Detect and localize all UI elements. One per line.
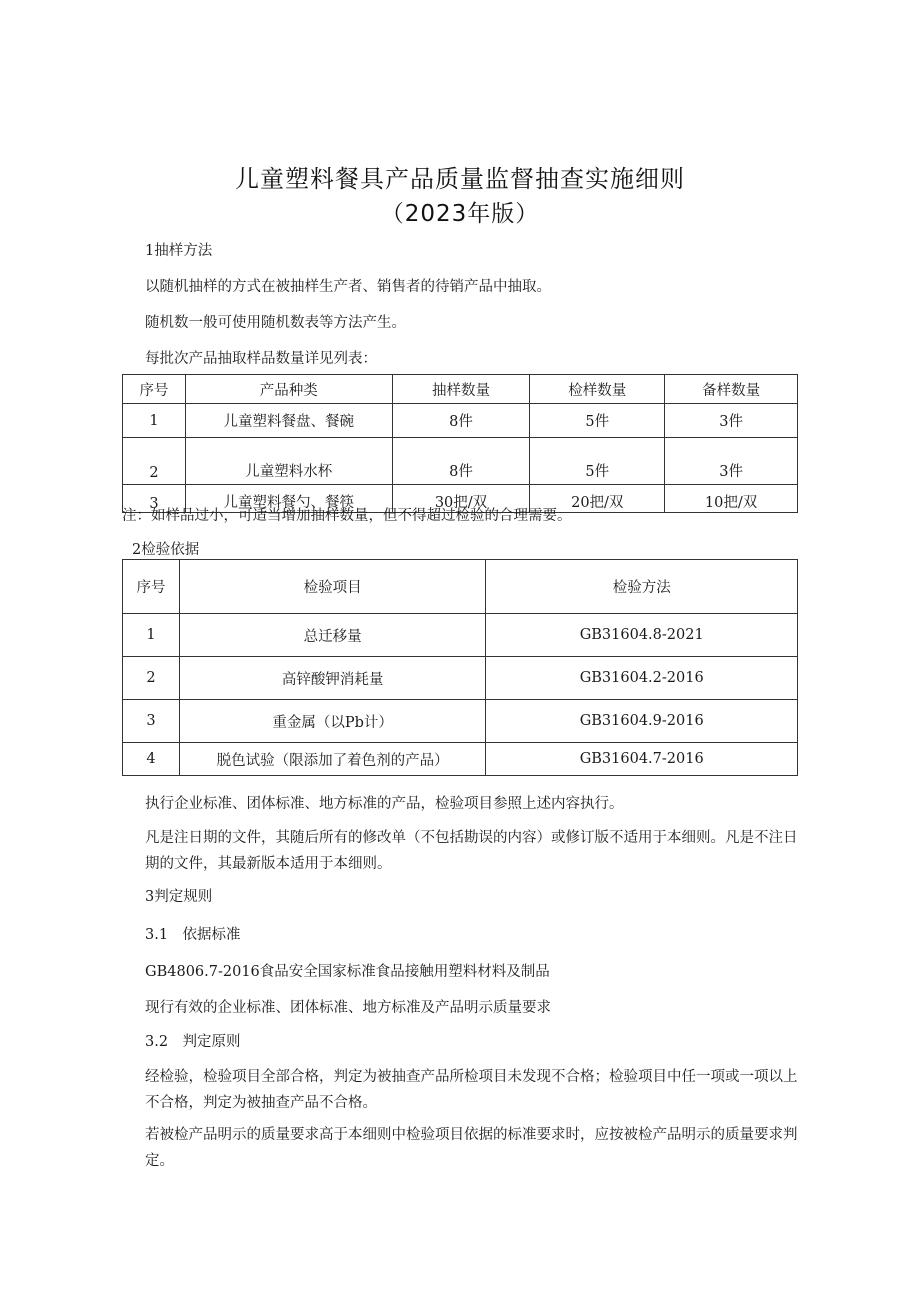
table-row: [123, 438, 798, 485]
table-row: [123, 404, 798, 438]
table-cell: GB31604.9-2016: [486, 700, 798, 743]
header-cell: 序号: [123, 375, 186, 404]
table-row: [123, 614, 798, 657]
table-row: [123, 743, 798, 776]
sampling-note: 注：如样品过小，可适当增加抽样数量，但不得超过检验的合理需要。: [122, 508, 572, 524]
table-cell: 重金属（以Pb计）: [179, 700, 485, 743]
section-3-2-heading: 3.2 判定原则: [145, 1034, 241, 1050]
section-2-para-1: 执行企业标准、团体标准、地方标准的产品，检验项目参照上述内容执行。: [145, 796, 624, 812]
header-cell: 序号: [123, 560, 180, 614]
inspection-table: [122, 559, 798, 776]
section-3-2-para-1: 经检验，检验项目全部合格，判定为被抽查产品所检项目未发现不合格；检验项目中任一项或一项以上不合格，判定为被抽查产品不合格。: [145, 1069, 798, 1111]
sampling-table: [122, 374, 798, 513]
table-cell: 3: [123, 485, 186, 513]
header-cell: 检验项目: [179, 560, 485, 614]
section-1-para-2: 随机数一般可使用随机数表等方法产生。: [145, 315, 406, 331]
section-3-1-heading: 3.1 依据标准: [145, 927, 241, 943]
table-cell: 2: [123, 657, 180, 700]
header-cell: 检样数量: [530, 375, 665, 404]
table-cell: 1: [123, 614, 180, 657]
header-cell: 抽样数量: [392, 375, 530, 404]
table-header-row: [123, 560, 798, 614]
table-row: [123, 700, 798, 743]
table-cell: 5件: [530, 404, 665, 438]
table-cell: 3: [123, 700, 180, 743]
table-cell: 脱色试验（限添加了着色剂的产品）: [179, 743, 485, 776]
table-cell: 1: [123, 404, 186, 438]
document-title: 儿童塑料餐具产品质量监督抽查实施细则: [235, 165, 685, 193]
table-cell: 8件: [392, 404, 530, 438]
table-cell: 10把/双: [665, 485, 798, 513]
section-2-heading: 2检验依据: [132, 542, 200, 558]
section-1-para-1: 以随机抽样的方式在被抽样生产者、销售者的待销产品中抽取。: [145, 279, 551, 295]
section-3-1-para-1: GB4806.7-2016食品安全国家标准食品接触用塑料材料及制品: [145, 964, 550, 980]
section-1-para-3: 每批次产品抽取样品数量详见列表：: [145, 351, 377, 367]
header-cell: 检验方法: [486, 560, 798, 614]
header-cell: 备样数量: [665, 375, 798, 404]
table-cell: 2: [123, 438, 186, 485]
header-cell: 产品种类: [185, 375, 392, 404]
table-cell: 20把/双: [530, 485, 665, 513]
document-subtitle: （2023年版）: [380, 201, 540, 227]
table-cell: GB31604.7-2016: [486, 743, 798, 776]
table-cell: GB31604.2-2016: [486, 657, 798, 700]
table-cell: 儿童塑料餐盘、餐碗: [185, 404, 392, 438]
table-cell: 3件: [665, 438, 798, 485]
section-3-1-para-2: 现行有效的企业标准、团体标准、地方标准及产品明示质量要求: [145, 1000, 551, 1016]
table-cell: 3件: [665, 404, 798, 438]
table-cell: 儿童塑料餐勺、餐筷: [185, 485, 392, 513]
table-row: [123, 657, 798, 700]
table-cell: 儿童塑料水杯: [185, 438, 392, 485]
section-3-heading: 3判定规则: [145, 889, 213, 905]
table-cell: 高锌酸钾消耗量: [179, 657, 485, 700]
table-header-row: [123, 375, 798, 404]
table-cell: GB31604.8-2021: [486, 614, 798, 657]
section-2-para-2: 凡是注日期的文件，其随后所有的修改单（不包括勘误的内容）或修订版不适用于本细则。凡是不注日期的文件，其最新版本适用于本细则。: [145, 830, 798, 872]
table-cell: 30把/双: [392, 485, 530, 513]
table-cell: 5件: [530, 438, 665, 485]
table-cell: 4: [123, 743, 180, 776]
table-cell: 8件: [392, 438, 530, 485]
table-cell: 总迁移量: [179, 614, 485, 657]
section-1-heading: 1抽样方法: [145, 243, 213, 259]
section-3-2-para-2: 若被检产品明示的质量要求高于本细则中检验项目依据的标准要求时，应按被检产品明示的质量要求判定。: [145, 1127, 798, 1169]
